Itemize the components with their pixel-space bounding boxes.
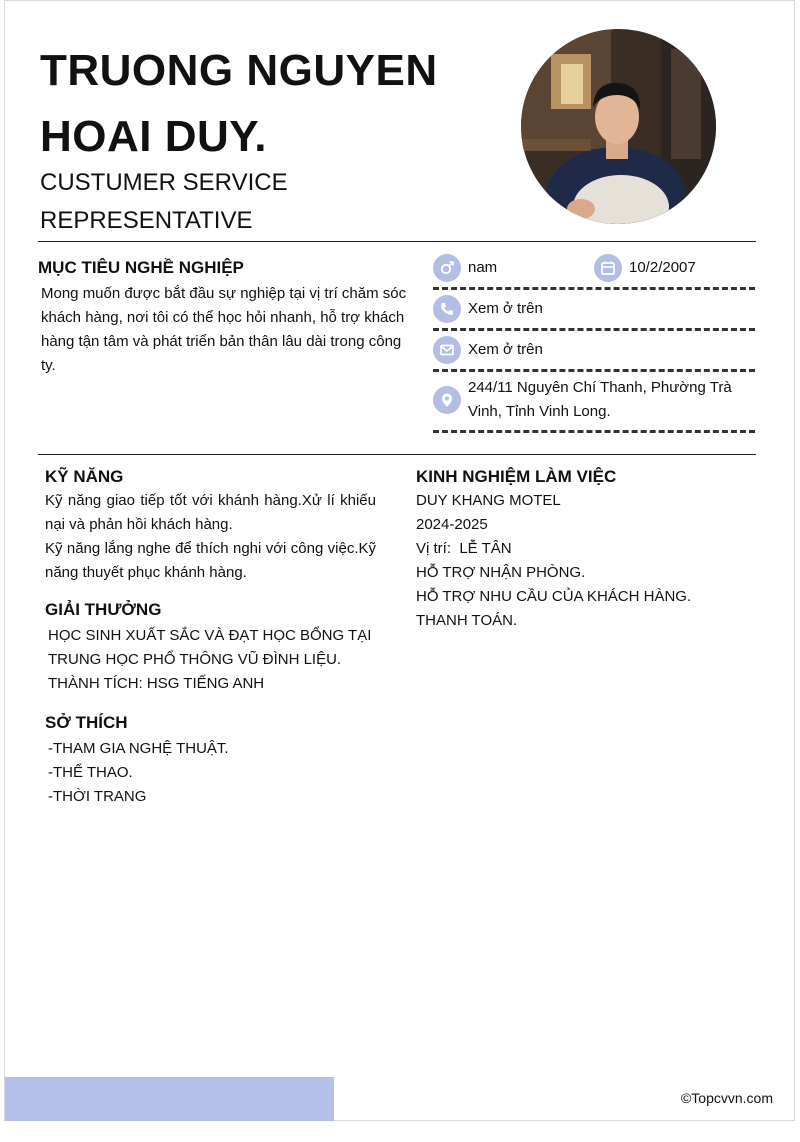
footer-accent-bar (5, 1077, 334, 1121)
candidate-name (40, 38, 460, 170)
birthdate-row (594, 254, 696, 282)
gender-icon (433, 254, 461, 282)
hobbies-heading: SỞ THÍCH (45, 713, 128, 732)
section-divider (38, 454, 756, 455)
hobby-item: -THỂ THAO. (48, 764, 133, 781)
experience-company: DUY KHANG MOTEL (416, 492, 561, 509)
skills-text-2: Kỹ năng lắng nghe để thích nghi với công việc.Kỹ năng thuyết phục khánh hàng. (45, 540, 376, 581)
envelope-icon (433, 336, 461, 364)
contact-divider (433, 328, 755, 331)
experience-position: Vị trí: LỄ TÂN (416, 540, 512, 557)
objective-text: Mong muốn được bắt đầu sự nghiệp tại vị trí chăm sóc khách hàng, nơi tôi có thể học hỏi nhanh, hỗ trợ khách hàng tận tâm và phát triển bản thân lâu dài trong công ty. (41, 285, 407, 374)
role-line-1: CUSTUMER SERVICE (40, 169, 288, 196)
email-value: Xem ở trên (468, 341, 543, 358)
role-line-2: REPRESENTATIVE (40, 207, 253, 234)
location-pin-icon (433, 386, 461, 414)
phone-icon (433, 295, 461, 323)
contact-divider (433, 287, 755, 290)
candidate-role (40, 164, 420, 240)
hobby-item: -THỜI TRANG (48, 788, 147, 805)
awards-text-1: HỌC SINH XUẤT SẮC VÀ ĐẠT HỌC BỔNG TẠI TRUNG HỌC PHỔ THÔNG VŨ ĐÌNH LIỆU. (48, 627, 372, 668)
name-line-2: HOAI DUY. (40, 112, 267, 161)
calendar-icon (594, 254, 622, 282)
skills-heading: KỸ NĂNG (45, 467, 124, 486)
footer-credit: ©Topcvvn.com (680, 1090, 773, 1106)
email-row (433, 336, 543, 364)
header-divider (38, 241, 756, 242)
name-line-1: TRUONG NGUYEN (40, 46, 438, 95)
experience-duty: HỖ TRỢ NHẬN PHÒNG. (416, 564, 586, 581)
awards-text-2: THÀNH TÍCH: HSG TIẾNG ANH (48, 675, 265, 692)
contact-divider (433, 369, 755, 372)
phone-row (433, 295, 543, 323)
experience-duty: THANH TOÁN. (416, 612, 518, 629)
experience-heading: KINH NGHIỆM LÀM VIỆC (416, 467, 617, 486)
skills-text-1: Kỹ năng giao tiếp tốt với khánh hàng.Xử lí khiếu nại và phản hồi khách hàng. (45, 492, 376, 533)
phone-value: Xem ở trên (468, 300, 543, 317)
birthdate-value: 10/2/2007 (629, 259, 696, 276)
gender-row (433, 254, 497, 282)
gender-value: nam (468, 259, 498, 276)
objective-heading: MỤC TIÊU NGHỀ NGHIỆP (38, 258, 244, 277)
experience-duty: HỖ TRỢ NHU CẦU CỦA KHÁCH HÀNG. (416, 588, 692, 605)
profile-photo (521, 29, 716, 224)
awards-heading: GIẢI THƯỞNG (45, 600, 162, 619)
contact-divider (433, 430, 755, 433)
address-row (433, 376, 753, 424)
hobby-item: -THAM GIA NGHỆ THUẬT. (48, 740, 229, 757)
experience-period: 2024-2025 (416, 516, 488, 533)
address-value: 244/11 Nguyên Chí Thanh, Phường Trà Vinh, Tỉnh Vinh Long. (468, 379, 732, 420)
